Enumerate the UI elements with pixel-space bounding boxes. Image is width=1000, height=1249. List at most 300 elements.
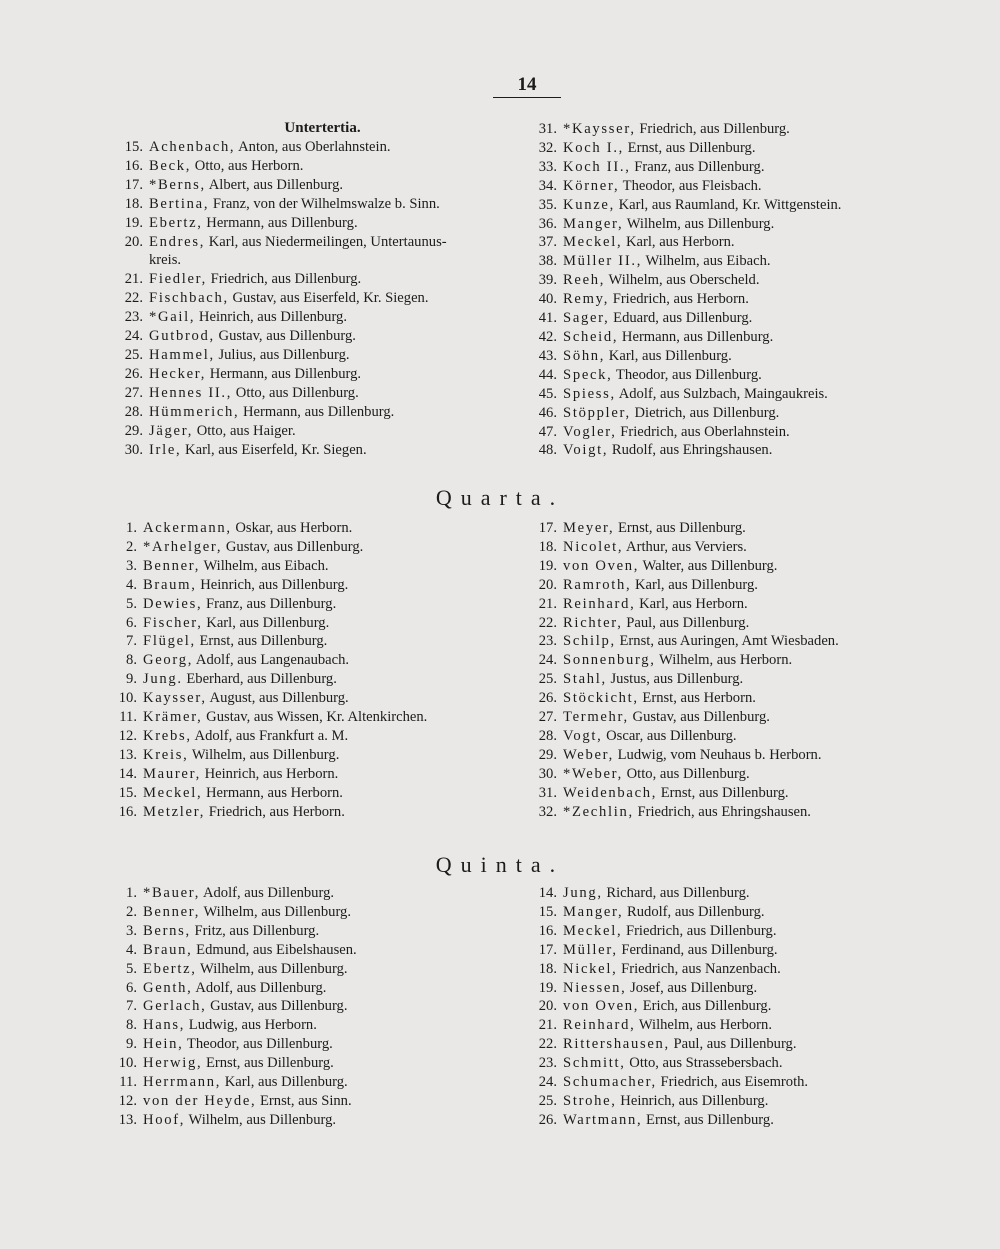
- entry-number: 23.: [124, 309, 143, 326]
- list-item: [113, 1035, 533, 1054]
- list-item: [119, 233, 529, 252]
- entry-number: 47.: [538, 423, 557, 440]
- entry-surname: Speck,: [563, 366, 613, 383]
- entry-surname: Manger,: [563, 903, 624, 920]
- entry-number: 21.: [538, 1017, 557, 1034]
- entry-details: Hermann, aus Dillenburg.: [202, 214, 358, 231]
- entry-number: 2.: [126, 903, 137, 920]
- entry-number: 11.: [119, 1074, 137, 1091]
- entry-details: Gustav, aus Dillenburg.: [628, 709, 770, 726]
- list-item: [533, 595, 973, 614]
- entry-details: Ernst, aus Dillenburg.: [642, 1111, 774, 1128]
- list-item: [113, 1016, 533, 1035]
- entry-number: 17.: [538, 941, 557, 958]
- entry-number: 19.: [538, 979, 557, 996]
- entry-details: Friedrich, aus Herborn.: [609, 291, 749, 308]
- entry-surname: Jäger,: [149, 422, 194, 439]
- entry-surname: Berns,: [143, 922, 191, 939]
- entry-details: Ludwig, vom Neuhaus b. Herborn.: [613, 746, 822, 763]
- entry-number: 8.: [126, 652, 137, 669]
- entry-details: Wilhelm, aus Eibach.: [642, 253, 771, 270]
- list-item: [533, 215, 973, 234]
- list-item: [533, 922, 973, 941]
- entry-number: 36.: [538, 215, 557, 232]
- list-item: [533, 271, 973, 290]
- list-item: [113, 941, 533, 960]
- entry-details: Adolf, aus Frankfurt a. M.: [191, 727, 349, 744]
- entry-surname: Dewies,: [143, 595, 203, 612]
- list-item: [533, 941, 973, 960]
- list-item: [533, 196, 973, 215]
- list-item: [113, 727, 533, 746]
- entry-details: Ferdinand, aus Dillenburg.: [617, 941, 778, 958]
- entry-surname: Kunze,: [563, 196, 615, 213]
- entry-surname: Hecker,: [149, 365, 207, 382]
- entry-number: 15.: [538, 903, 557, 920]
- entry-number: 27.: [124, 384, 143, 401]
- entry-continuation: kreis.: [149, 252, 182, 269]
- entry-surname: Meckel,: [143, 784, 203, 801]
- list-item: [113, 538, 533, 557]
- entry-surname: Metzler,: [143, 803, 206, 820]
- entry-surname: Kaysser,: [143, 690, 207, 707]
- entry-surname: Meckel,: [563, 922, 623, 939]
- entry-details: Friedrich, aus Oberlahnstein.: [616, 423, 790, 440]
- entry-details: Adolf, aus Langenaubach.: [193, 652, 350, 669]
- entry-details: Franz, aus Dillenburg.: [630, 158, 765, 175]
- entry-surname: Jung,: [563, 885, 603, 901]
- list-item: [533, 233, 973, 252]
- list-item: [533, 309, 973, 328]
- entry-details: Adolf, aus Dillenburg.: [200, 885, 335, 901]
- entry-details: Wilhelm, aus Dillenburg.: [196, 960, 348, 977]
- list-item: [119, 214, 529, 233]
- entry-surname: Meyer,: [563, 520, 615, 536]
- list-item: [113, 784, 533, 803]
- entry-number: 45.: [538, 385, 557, 402]
- entry-surname: *Arhelger,: [143, 538, 223, 555]
- untertertia-left-column: [119, 138, 529, 459]
- list-item: [113, 746, 533, 765]
- list-item: [533, 423, 973, 442]
- entry-surname: Reinhard,: [563, 595, 636, 612]
- entry-number: 17.: [538, 520, 557, 536]
- entry-details: Walter, aus Dillenburg.: [639, 557, 778, 574]
- entry-surname: Körner,: [563, 177, 620, 194]
- list-item: [119, 157, 529, 176]
- entry-number: 12.: [118, 1092, 137, 1109]
- entry-number: 26.: [538, 690, 557, 707]
- entry-surname: Meckel,: [563, 234, 623, 251]
- entry-number: 26.: [538, 1111, 557, 1128]
- entry-number: 44.: [538, 366, 557, 383]
- entry-surname: Reinhard,: [563, 1017, 636, 1034]
- entry-number: 24.: [538, 652, 557, 669]
- list-item: [113, 557, 533, 576]
- entry-number: 3.: [126, 557, 137, 574]
- entry-details: Julius, aus Dillenburg.: [214, 346, 350, 363]
- entry-surname: Jung.: [143, 671, 183, 688]
- list-item: [533, 347, 973, 366]
- entry-number: 23.: [538, 633, 557, 650]
- entry-details: Wilhelm, aus Dillenburg.: [188, 746, 340, 763]
- list-item: [119, 422, 529, 441]
- entry-surname: Niessen,: [563, 979, 627, 996]
- list-item: [533, 177, 973, 196]
- list-item: [113, 1073, 533, 1092]
- entry-details: Friedrich, aus Herborn.: [205, 803, 345, 820]
- entry-number: 6.: [126, 614, 137, 631]
- entry-details: Karl, aus Niedermeilingen, Untertaunus-: [205, 233, 447, 250]
- entry-details: Gustav, aus Dillenburg.: [206, 998, 348, 1015]
- entry-details: Josef, aus Dillenburg.: [626, 979, 758, 996]
- list-item: [113, 765, 533, 784]
- entry-number: 31.: [538, 121, 557, 137]
- list-item: [119, 138, 529, 157]
- entry-surname: *Bauer,: [143, 885, 201, 901]
- entry-details: Ernst, aus Dillenburg.: [195, 633, 328, 650]
- entry-number: 15.: [124, 139, 143, 155]
- entry-number: 17.: [124, 176, 143, 193]
- entry-surname: Achenbach,: [149, 139, 236, 155]
- entry-surname: Manger,: [563, 215, 624, 232]
- entry-surname: Vogler,: [563, 423, 617, 440]
- entry-details: Rudolf, aus Ehringshausen.: [608, 442, 773, 459]
- entry-surname: Sager,: [563, 310, 610, 327]
- entry-number: 19.: [538, 557, 557, 574]
- entry-number: 39.: [538, 272, 557, 289]
- entry-details: Adolf, aus Dillenburg.: [192, 979, 327, 996]
- entry-surname: Strohe,: [563, 1092, 617, 1109]
- entry-surname: Genth,: [143, 979, 193, 996]
- entry-details: Oscar, aus Dillenburg.: [602, 727, 737, 744]
- list-item: [119, 195, 529, 214]
- entry-details: Wilhelm, aus Eibach.: [200, 557, 329, 574]
- entry-surname: Benner,: [143, 557, 201, 574]
- entry-number: 24.: [538, 1074, 557, 1091]
- list-item: [113, 903, 533, 922]
- list-item: [113, 576, 533, 595]
- entry-surname: Schmitt,: [563, 1055, 626, 1072]
- entry-details: Wilhelm, aus Dillenburg.: [185, 1111, 337, 1128]
- entry-number: 1.: [126, 520, 137, 536]
- entry-number: 3.: [126, 922, 137, 939]
- list-item: [113, 519, 533, 538]
- entry-surname: Herwig,: [143, 1055, 203, 1072]
- entry-number: 28.: [538, 727, 557, 744]
- entry-surname: Gerlach,: [143, 998, 207, 1015]
- list-item: [533, 557, 973, 576]
- quarta-left-column: [113, 519, 533, 822]
- entry-number: 28.: [124, 403, 143, 420]
- entry-number: 8.: [126, 1017, 137, 1034]
- quarta-right-column: [533, 519, 973, 822]
- entry-details: Theodor, aus Dillenburg.: [183, 1036, 333, 1053]
- entry-number: 14.: [118, 765, 137, 782]
- list-item: [113, 708, 533, 727]
- entry-surname: *Zechlin,: [563, 803, 634, 820]
- list-item: [113, 884, 533, 903]
- entry-surname: Fischer,: [143, 614, 203, 631]
- list-item: [533, 120, 973, 139]
- entry-surname: Gutbrod,: [149, 328, 215, 345]
- list-item: [533, 538, 973, 557]
- list-item: [113, 1111, 533, 1130]
- entry-details: Arthur, aus Verviers.: [623, 538, 747, 555]
- entry-details: Rudolf, aus Dillenburg.: [623, 903, 765, 920]
- entry-details: Ernst, aus Dillenburg.: [614, 520, 746, 536]
- entry-number: 40.: [538, 291, 557, 308]
- list-item: [113, 689, 533, 708]
- entry-number: 5.: [126, 960, 137, 977]
- list-item: [533, 139, 973, 158]
- list-item: [533, 252, 973, 271]
- list-item: [119, 270, 529, 289]
- entry-surname: Ebertz,: [149, 214, 203, 231]
- quinta-right-column: [533, 884, 973, 1130]
- section-heading-untertertia: Untertertia.: [284, 120, 361, 136]
- entry-surname: Krämer,: [143, 709, 203, 726]
- entry-number: 13.: [118, 1111, 137, 1128]
- list-item: [533, 1035, 973, 1054]
- list-item: [113, 922, 533, 941]
- entry-surname: Beck,: [149, 157, 192, 174]
- entry-surname: Stöppler,: [563, 404, 631, 421]
- entry-details: Hermann, aus Dillenburg.: [239, 403, 395, 420]
- entry-surname: von der Heyde,: [143, 1092, 257, 1109]
- list-item: [533, 670, 973, 689]
- list-item: [533, 803, 973, 822]
- list-item: [533, 632, 973, 651]
- entry-details: Wilhelm, aus Oberscheld.: [605, 272, 760, 289]
- entry-details: Dietrich, aus Dillenburg.: [630, 404, 780, 421]
- entry-surname: Hein,: [143, 1036, 184, 1053]
- list-item: [119, 327, 529, 346]
- entry-surname: *Kaysser,: [563, 121, 636, 137]
- list-item: [533, 960, 973, 979]
- list-item: [533, 979, 973, 998]
- entry-surname: Stöckicht,: [563, 690, 639, 707]
- entry-details: Hermann, aus Herborn.: [202, 784, 343, 801]
- entry-surname: Hümmerich,: [149, 403, 240, 420]
- entry-surname: Weber,: [563, 746, 614, 763]
- entry-details: Heinrich, aus Herborn.: [200, 765, 339, 782]
- list-item: [113, 979, 533, 998]
- list-item: [113, 614, 533, 633]
- entry-details: Edmund, aus Eibelshausen.: [192, 941, 357, 958]
- entry-number: 24.: [124, 328, 143, 345]
- entry-details: Heinrich, aus Dillenburg.: [195, 309, 347, 326]
- entry-details: Gustav, aus Wissen, Kr. Altenkirchen.: [202, 709, 428, 726]
- entry-surname: Benner,: [143, 903, 201, 920]
- entry-number: 22.: [124, 290, 143, 307]
- entry-details: Gustav, aus Eiserfeld, Kr. Siegen.: [228, 290, 429, 307]
- entry-number: 11.: [119, 709, 137, 726]
- entry-details: Eduard, aus Dillenburg.: [609, 310, 753, 327]
- list-item: [533, 1092, 973, 1111]
- list-item: [533, 1073, 973, 1092]
- list-item: [533, 689, 973, 708]
- entry-surname: Braun,: [143, 941, 193, 958]
- entry-surname: Hammel,: [149, 346, 215, 363]
- entry-number: 15.: [118, 784, 137, 801]
- entry-number: 18.: [124, 195, 143, 212]
- list-item: [119, 384, 529, 403]
- entry-number: 18.: [538, 538, 557, 555]
- entry-details: Theodor, aus Dillenburg.: [612, 366, 762, 383]
- entry-number: 32.: [538, 139, 557, 156]
- entry-details: Gustav, aus Dillenburg.: [222, 538, 364, 555]
- entry-details: Franz, aus Dillenburg.: [202, 595, 337, 612]
- entry-details: Erich, aus Dillenburg.: [639, 998, 772, 1015]
- entry-details: Hermann, aus Dillenburg.: [618, 328, 774, 345]
- list-item: [533, 903, 973, 922]
- entry-details: Karl, aus Dillenburg.: [605, 347, 732, 364]
- entry-surname: Georg,: [143, 652, 194, 669]
- list-item: [119, 176, 529, 195]
- entry-number: 18.: [538, 960, 557, 977]
- entry-details: Justus, aus Dillenburg.: [606, 671, 744, 688]
- entry-number: 20.: [538, 576, 557, 593]
- list-item: [533, 1111, 973, 1130]
- entry-details: Wilhelm, aus Dillenburg.: [200, 903, 351, 920]
- untertertia-right-column: [533, 120, 973, 460]
- list-item: [533, 727, 973, 746]
- entry-surname: Ebertz,: [143, 960, 197, 977]
- entry-details: Oskar, aus Herborn.: [231, 520, 353, 536]
- list-item: [533, 1016, 973, 1035]
- entry-surname: Kreis,: [143, 746, 189, 763]
- entry-number: 38.: [538, 253, 557, 270]
- entry-details: Friedrich, aus Dillenburg.: [635, 121, 790, 137]
- entry-surname: Termehr,: [563, 709, 629, 726]
- entry-surname: Schilp,: [563, 633, 616, 650]
- list-item: [533, 765, 973, 784]
- entry-details: Friedrich, aus Dillenburg.: [622, 922, 777, 939]
- list-item: [533, 784, 973, 803]
- entry-details: Karl, aus Dillenburg.: [221, 1074, 348, 1091]
- list-item: [533, 651, 973, 670]
- entry-surname: Remy,: [563, 291, 610, 308]
- entry-number: 27.: [538, 709, 557, 726]
- entry-details: Gustav, aus Dillenburg.: [214, 328, 356, 345]
- entry-details: Anton, aus Oberlahnstein.: [235, 139, 391, 155]
- list-item: [533, 614, 973, 633]
- entry-details: Hermann, aus Dillenburg.: [206, 365, 362, 382]
- entry-surname: Koch II.,: [563, 158, 631, 175]
- entry-surname: Stahl,: [563, 671, 607, 688]
- list-item: [533, 576, 973, 595]
- entry-surname: Spiess,: [563, 385, 616, 402]
- entry-details: Otto, aus Haiger.: [193, 422, 296, 439]
- entry-number: 19.: [124, 214, 143, 231]
- list-item: [113, 1054, 533, 1073]
- list-item: [533, 404, 973, 423]
- entry-number: 10.: [118, 1055, 137, 1072]
- list-item: [533, 290, 973, 309]
- entry-number: 14.: [538, 885, 557, 901]
- list-item: [533, 385, 973, 404]
- entry-surname: Müller II.,: [563, 253, 643, 270]
- entry-details: Theodor, aus Fleisbach.: [619, 177, 762, 194]
- entry-details: Otto, aus Dillenburg.: [232, 384, 359, 401]
- entry-number: 9.: [126, 1036, 137, 1053]
- entry-number: 2.: [126, 538, 137, 555]
- entry-details: Eberhard, aus Dillenburg.: [182, 671, 337, 688]
- entry-number: 16.: [124, 157, 143, 174]
- entry-details: Friedrich, aus Eisemroth.: [656, 1074, 809, 1091]
- entry-details: Otto, aus Herborn.: [191, 157, 304, 174]
- list-item: [533, 708, 973, 727]
- entry-details: Adolf, aus Sulzbach, Maingaukreis.: [615, 385, 828, 402]
- entry-number: 35.: [538, 196, 557, 213]
- quinta-left-column: [113, 884, 533, 1130]
- entry-number: 22.: [538, 614, 557, 631]
- list-item: [533, 366, 973, 385]
- list-item: [533, 519, 973, 538]
- entry-number: 42.: [538, 328, 557, 345]
- entry-details: Friedrich, aus Dillenburg.: [207, 271, 362, 288]
- entry-number: 33.: [538, 158, 557, 175]
- list-item: [119, 365, 529, 384]
- entry-number: 10.: [118, 690, 137, 707]
- entry-number: 20.: [124, 233, 143, 250]
- entry-details: Paul, aus Dillenburg.: [622, 614, 750, 631]
- entry-surname: Nicolet,: [563, 538, 624, 555]
- entry-number: 16.: [118, 803, 137, 820]
- entry-surname: Vogt,: [563, 727, 603, 744]
- entry-details: Richard, aus Dillenburg.: [602, 885, 750, 901]
- entry-number: 16.: [538, 922, 557, 939]
- entry-details: Albert, aus Dillenburg.: [205, 176, 344, 193]
- section-heading-quarta: Quarta.: [435, 485, 565, 510]
- entry-number: 21.: [538, 595, 557, 612]
- entry-surname: Hans,: [143, 1017, 186, 1034]
- list-item: [113, 960, 533, 979]
- entry-details: Otto, aus Strassebersbach.: [625, 1055, 783, 1072]
- entry-number: 25.: [538, 1092, 557, 1109]
- entry-number: 30.: [538, 765, 557, 782]
- entry-surname: Sonnenburg,: [563, 652, 656, 669]
- list-item: [119, 441, 529, 460]
- entry-surname: von Oven,: [563, 557, 640, 574]
- list-item: [113, 1092, 533, 1111]
- list-item: [113, 997, 533, 1016]
- entry-details: Karl, aus Raumland, Kr. Wittgenstein.: [614, 196, 842, 213]
- entry-surname: Fiedler,: [149, 271, 208, 288]
- entry-number: 37.: [538, 234, 557, 251]
- entry-surname: *Berns,: [149, 176, 206, 193]
- entry-number: 1.: [126, 885, 137, 901]
- entry-details: Heinrich, aus Dillenburg.: [196, 576, 349, 593]
- entry-details: Heinrich, aus Dillenburg.: [616, 1092, 769, 1109]
- entry-details: Paul, aus Dillenburg.: [669, 1036, 797, 1053]
- entry-number: 34.: [538, 177, 557, 194]
- entry-details: Karl, aus Dillenburg.: [631, 576, 758, 593]
- entry-surname: Voigt,: [563, 442, 609, 459]
- list-item: [119, 308, 529, 327]
- list-item: [533, 997, 973, 1016]
- list-item: [533, 884, 973, 903]
- entry-number: 43.: [538, 347, 557, 364]
- page-number: 14: [493, 74, 561, 98]
- entry-details: Karl, aus Dillenburg.: [202, 614, 330, 631]
- entry-number: 41.: [538, 310, 557, 327]
- list-item: [113, 632, 533, 651]
- entry-number: 32.: [538, 803, 557, 820]
- entry-surname: Herrmann,: [143, 1074, 222, 1091]
- list-item: [119, 289, 529, 308]
